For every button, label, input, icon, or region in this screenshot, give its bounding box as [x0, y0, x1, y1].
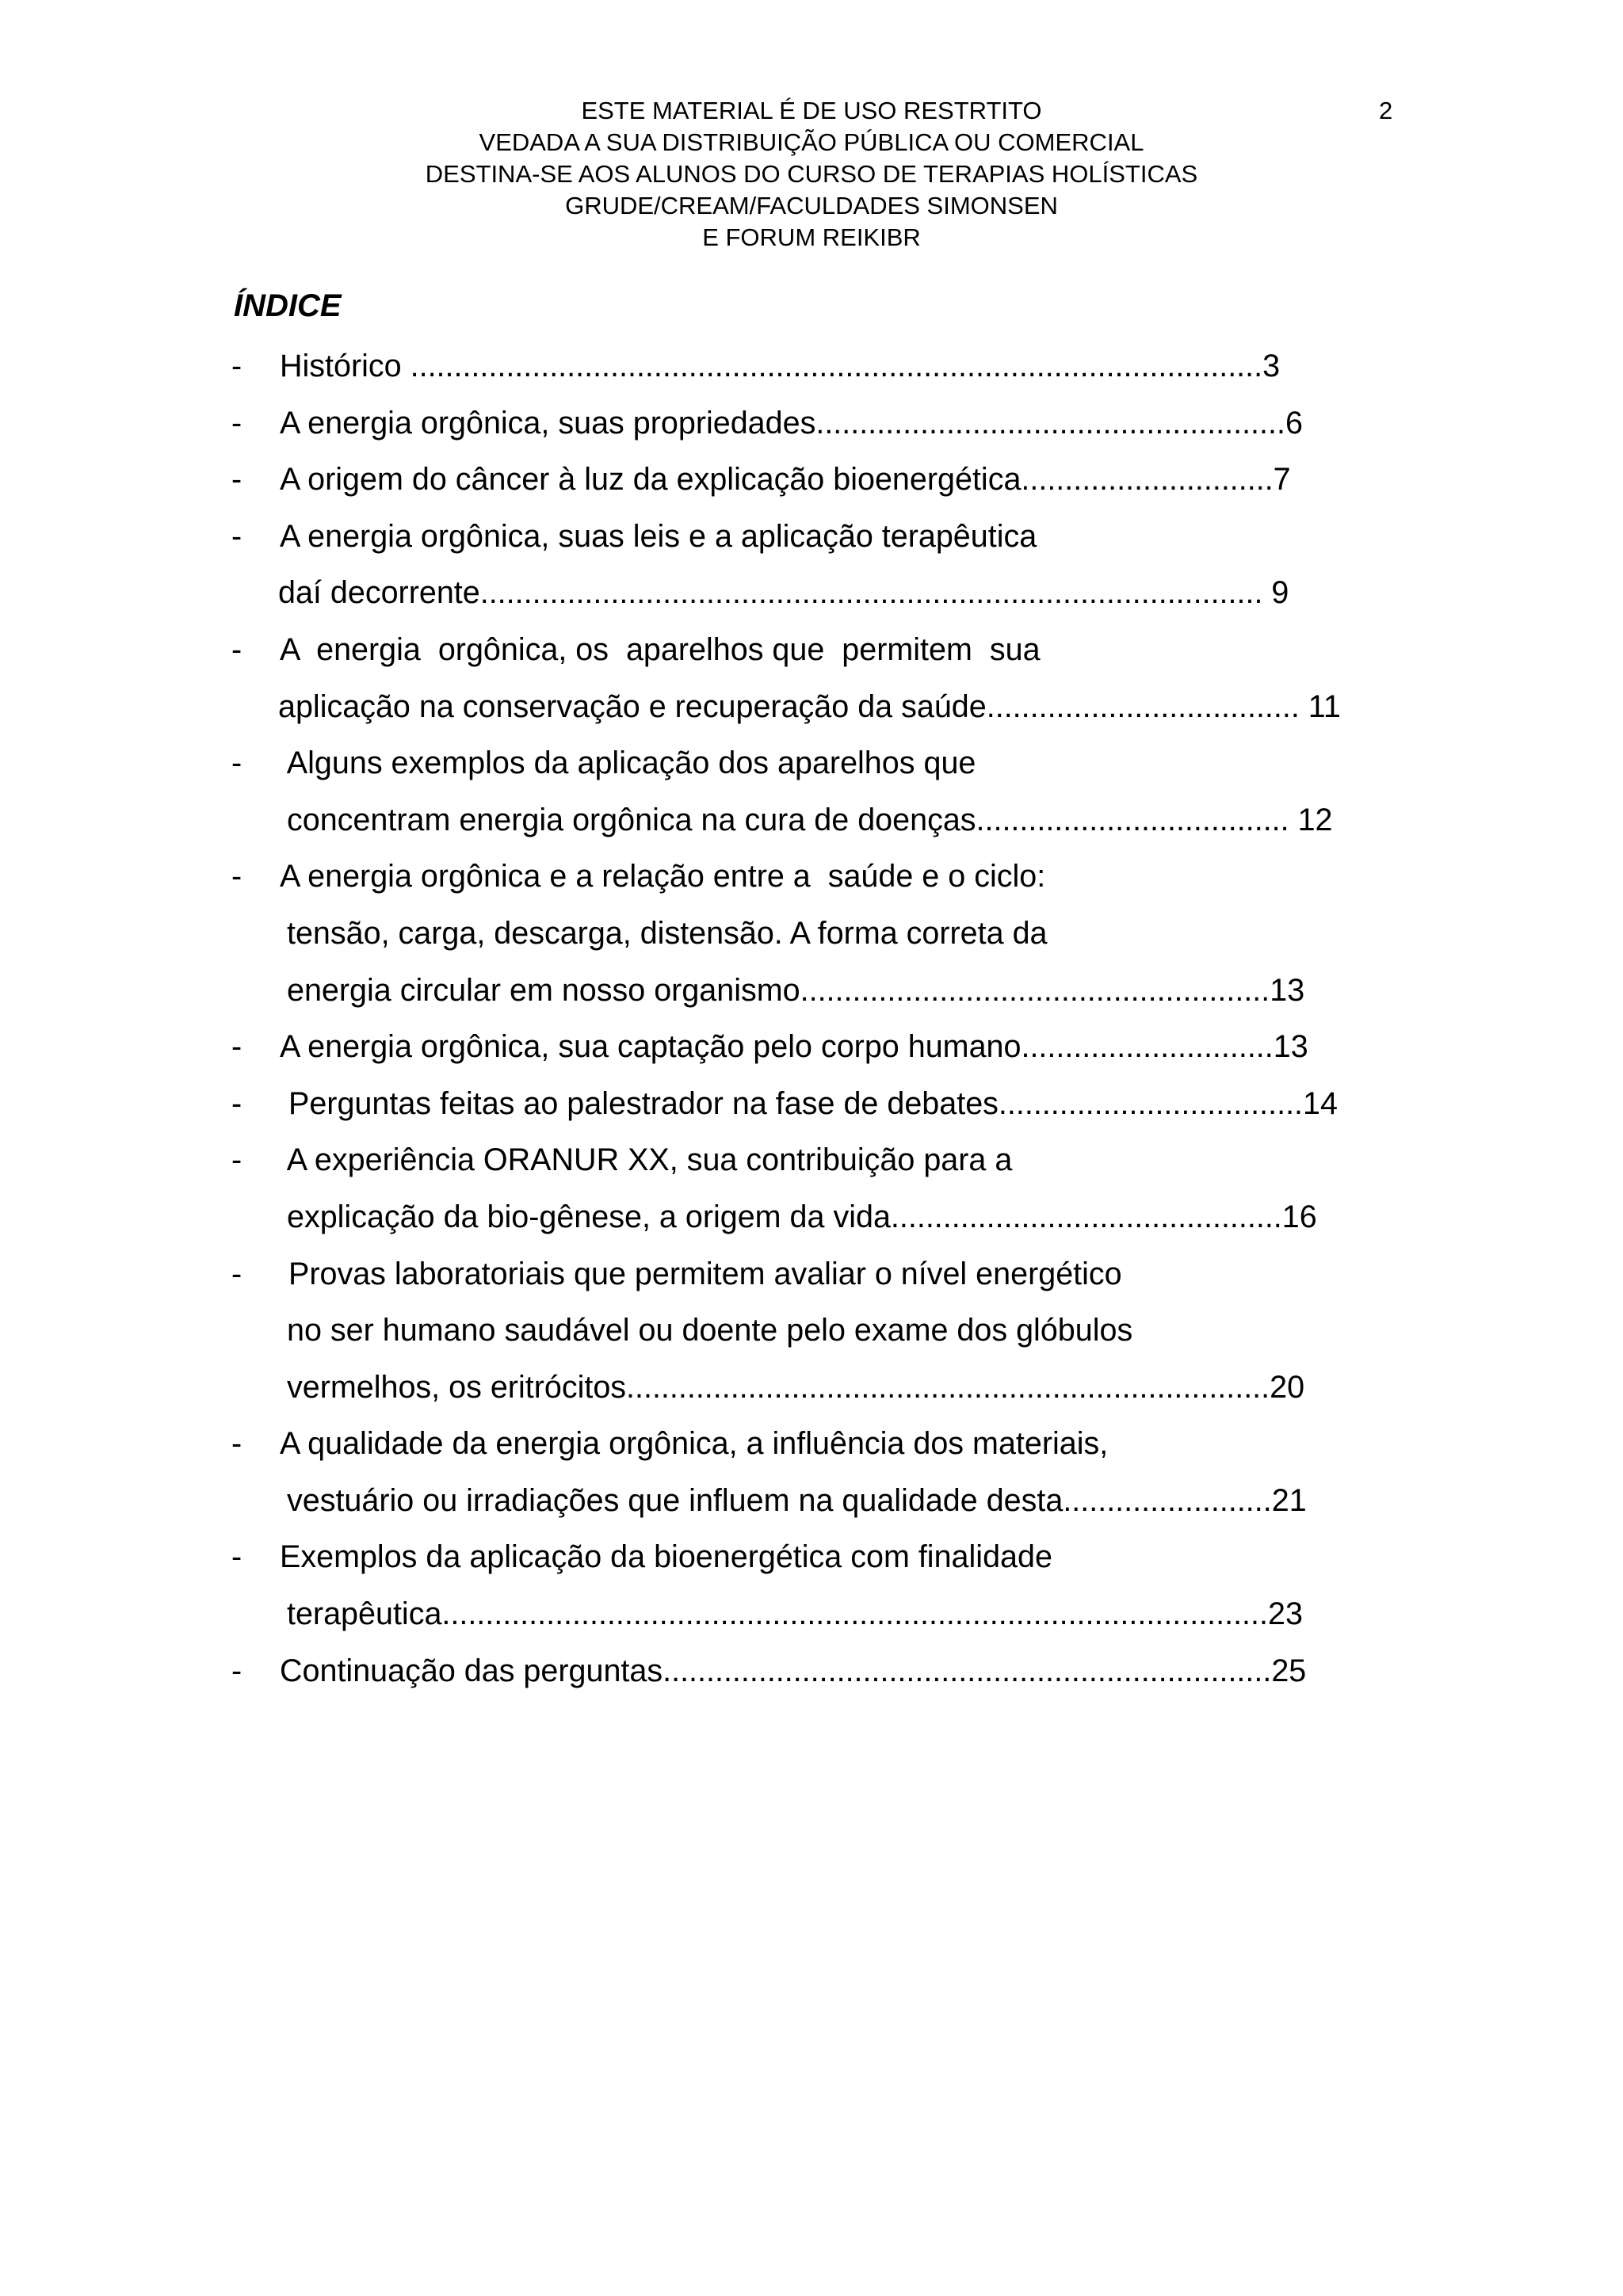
toc-line: [231, 1643, 1420, 1700]
toc-line: [231, 906, 1420, 963]
toc-entry-text: A qualidade da energia orgônica, a influência dos materiais,: [280, 1426, 1109, 1462]
header-line: E FORUM REIKIBR: [702, 223, 921, 251]
toc-line: [231, 679, 1420, 736]
toc-entry-text: Exemplos da aplicação da bioenergética com finalidade: [280, 1539, 1052, 1575]
toc-bullet: -: [231, 746, 242, 781]
toc-bullet: -: [231, 1539, 242, 1575]
toc-line: [231, 1586, 1420, 1643]
toc-entry-text: no ser humano saudável ou doente pelo exame dos glóbulos: [278, 1313, 1133, 1348]
toc-line: [231, 849, 1420, 906]
header-line: VEDADA A SUA DISTRIBUIÇÃO PÚBLICA OU COMERCIAL: [479, 128, 1144, 156]
toc-line: [231, 1360, 1420, 1417]
toc-bullet: -: [231, 1653, 242, 1688]
toc-line: [231, 1302, 1420, 1360]
toc-entry-text: A energia orgônica, sua captação pelo corpo humano.............................13: [280, 1029, 1308, 1065]
toc-entry-text: energia circular em nosso organismo......................................................13: [278, 972, 1305, 1008]
toc-line: [231, 565, 1420, 622]
toc-entry-text: explicação da bio-gênese, a origem da vida.............................................16: [278, 1199, 1317, 1234]
toc-line: [231, 963, 1420, 1020]
toc-line: [231, 452, 1420, 509]
toc-entry-text: A experiência ORANUR XX, sua contribuição para a: [280, 1142, 1013, 1178]
toc-entry-text: Continuação das perguntas......................................................................25: [280, 1653, 1307, 1688]
toc-line: [231, 1132, 1420, 1189]
toc-bullet: -: [231, 1256, 242, 1291]
toc-line: [231, 622, 1420, 679]
header-line: DESTINA-SE AOS ALUNOS DO CURSO DE TERAPIAS HOLÍSTICAS: [425, 160, 1198, 188]
toc-entry-text: A origem do câncer à luz da explicação bioenergética.............................7: [280, 462, 1291, 498]
toc-bullet: -: [231, 1029, 242, 1065]
toc-line: [231, 509, 1420, 566]
toc-line: [231, 395, 1420, 452]
toc-entry-text: terapêutica...............................................................................................23: [278, 1596, 1303, 1632]
toc-entry-text: vestuário ou irradiações que influem na qualidade desta........................21: [278, 1482, 1307, 1518]
toc-line: [231, 1529, 1420, 1586]
toc-bullet: -: [231, 405, 242, 441]
toc-line: [231, 792, 1420, 849]
toc-line: [231, 1246, 1420, 1303]
toc-entry-text: vermelhos, os eritrócitos..........................................................................20: [278, 1369, 1305, 1405]
toc-entry-text: daí decorrente.......................................................................................... 9: [278, 575, 1289, 611]
toc-entry-text: A energia orgônica, suas propriedades......................................................6: [280, 405, 1303, 441]
toc-line: [231, 338, 1420, 395]
toc-bullet: -: [231, 1426, 242, 1462]
toc-bullet: -: [231, 518, 242, 554]
toc-bullet: -: [231, 859, 242, 894]
toc-line: [231, 1416, 1420, 1473]
toc-line: [231, 1473, 1420, 1530]
toc-entry-text: Perguntas feitas ao palestrador na fase de debates...................................14: [280, 1085, 1338, 1121]
page-number: 2: [1379, 97, 1393, 124]
toc-line: [231, 1076, 1420, 1133]
toc-bullet: -: [231, 349, 242, 383]
toc-line: [231, 1189, 1420, 1246]
toc-line: [231, 1019, 1420, 1076]
toc-line: [231, 735, 1420, 792]
toc-bullet: -: [231, 1085, 242, 1121]
toc-entry-text: tensão, carga, descarga, distensão. A forma correta da: [278, 915, 1048, 951]
header-line: ESTE MATERIAL É DE USO RESTRTITO: [581, 97, 1042, 124]
index-title: ÍNDICE: [234, 288, 342, 323]
header-line: GRUDE/CREAM/FACULDADES SIMONSEN: [565, 192, 1058, 219]
toc-entry-text: A energia orgônica, suas leis e a aplicação terapêutica: [280, 518, 1037, 554]
toc-entry-text: Provas laboratoriais que permitem avaliar o nível energético: [280, 1256, 1122, 1291]
toc-entry-text: A energia orgônica e a relação entre a saúde e o ciclo:: [280, 859, 1046, 894]
toc-bullet: -: [231, 462, 242, 498]
toc-entry-text: Alguns exemplos da aplicação dos aparelhos que: [280, 746, 976, 781]
toc-entry-text: Histórico ..................................................................................................3: [280, 349, 1281, 383]
table-of-contents: [231, 338, 1420, 1699]
toc-entry-text: aplicação na conservação e recuperação da saúde.................................... 11: [278, 688, 1341, 724]
toc-entry-text: A energia orgônica, os aparelhos que permitem sua: [280, 631, 1041, 667]
toc-entry-text: concentram energia orgônica na cura de doenças.................................... 12: [278, 802, 1333, 837]
toc-bullet: -: [231, 631, 242, 667]
toc-bullet: -: [231, 1142, 242, 1178]
